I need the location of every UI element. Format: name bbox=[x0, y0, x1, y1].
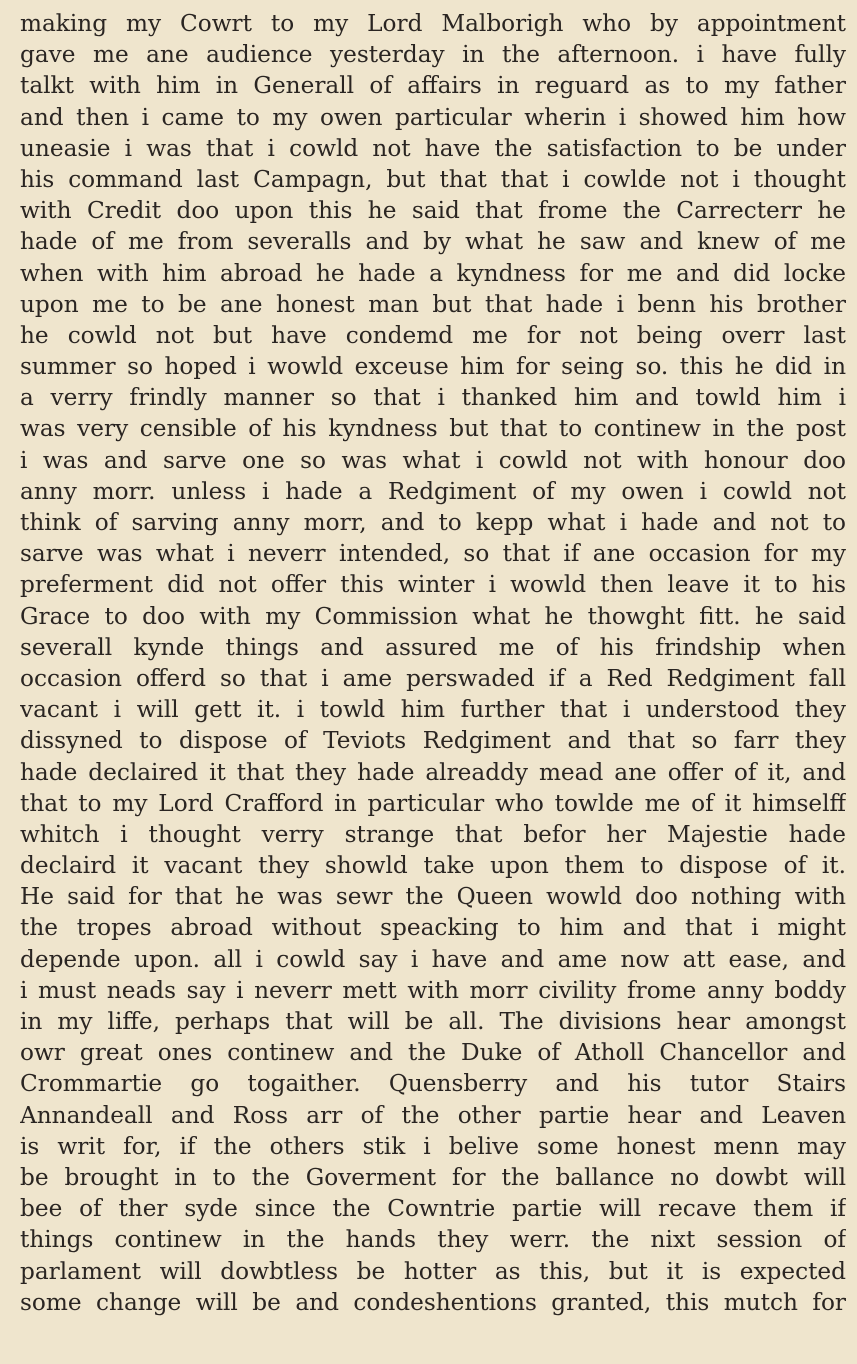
text-line-13: a verry frindly manner so that i thanked him and towld him i bbox=[20, 384, 846, 412]
text-line-7: with Credit doo upon this he said that frome the Carrecterr he bbox=[20, 197, 846, 225]
text-line-8: hade of me from severalls and by what he saw and knew of me bbox=[20, 228, 846, 256]
text-line-37: is writ for, if the others stik i belive some honest menn may bbox=[20, 1132, 846, 1160]
text-line-32: i must neads say i neverr mett with morr civility frome anny boddy bbox=[20, 976, 846, 1004]
text-line-21: severall kynde things and assured me of his frindship when bbox=[20, 633, 846, 661]
text-line-5: uneasie i was that i cowld not have the satisfaction to be under bbox=[20, 134, 846, 162]
letter-text bbox=[20, 8, 846, 1318]
text-line-6: his command last Campagn, but that that i cowlde not i thought bbox=[20, 165, 846, 193]
text-line-29: He said for that he was sewr the Queen wowld doo nothing with bbox=[20, 883, 846, 911]
text-line-42: some change will be and condeshentions granted, this mutch for bbox=[20, 1288, 846, 1316]
text-line-40: things continew in the hands they werr. the nixt session of bbox=[20, 1226, 846, 1254]
text-line-31: depende upon. all i cowld say i have and ame now att ease, and bbox=[20, 945, 846, 973]
text-line-24: dissyned to dispose of Teviots Redgiment and that so farr they bbox=[20, 727, 846, 755]
text-line-18: sarve was what i neverr intended, so that if ane occasion for my bbox=[20, 540, 846, 568]
text-line-30: the tropes abroad without speacking to him and that i might bbox=[20, 914, 846, 942]
text-line-33: in my liffe, perhaps that will be all. The divisions hear amongst bbox=[20, 1008, 846, 1035]
text-line-39: bee of ther syde since the Cowntrie partie will recave them if bbox=[20, 1195, 846, 1223]
text-line-14: was very censible of his kyndness but that to continew in the post bbox=[20, 415, 846, 443]
text-line-15: i was and sarve one so was what i cowld not with honour doo bbox=[20, 446, 846, 474]
text-line-36: Annandeall and Ross arr of the other partie hear and Leaven bbox=[20, 1101, 846, 1129]
text-line-4: and then i came to my owen particular wherin i showed him how bbox=[20, 103, 846, 131]
text-line-28: declaird it vacant they showld take upon them to dispose of it. bbox=[20, 852, 846, 880]
text-line-1: making my Cowrt to my Lord Malborigh who by appointment bbox=[20, 10, 846, 37]
text-line-38: be brought in to the Goverment for the ballance no dowbt will bbox=[20, 1163, 846, 1191]
text-line-11: he cowld not but have condemd me for not being overr last bbox=[20, 321, 846, 349]
text-line-25: hade declaired it that they hade alreaddy mead ane offer of it, and bbox=[20, 758, 846, 786]
text-line-22: occasion offerd so that i ame perswaded if a Red Redgiment fall bbox=[20, 664, 846, 692]
text-line-16: anny morr. unless i hade a Redgiment of my owen i cowld not bbox=[20, 477, 846, 505]
text-line-17: think of sarving anny morr, and to kepp what i hade and not to bbox=[20, 509, 846, 536]
text-line-3: talkt with him in Generall of affairs in reguard as to my father bbox=[20, 72, 846, 100]
text-line-23: vacant i will gett it. i towld him further that i understood they bbox=[20, 696, 846, 724]
text-line-20: Grace to doo with my Commission what he thowght fitt. he said bbox=[20, 602, 846, 630]
text-line-12: summer so hoped i wowld exceuse him for seing so. this he did in bbox=[20, 353, 846, 381]
text-line-34: owr great ones continew and the Duke of Atholl Chancellor and bbox=[20, 1039, 846, 1067]
text-line-27: whitch i thought verry strange that befor her Majestie hade bbox=[20, 820, 846, 848]
text-line-26: that to my Lord Crafford in particular who towlde me of it himselff bbox=[20, 789, 846, 817]
text-line-41: parlament will dowbtless be hotter as this, but it is expected bbox=[20, 1257, 846, 1285]
text-line-10: upon me to be ane honest man but that hade i benn his brother bbox=[20, 290, 846, 318]
text-line-19: preferment did not offer this winter i wowld then leave it to his bbox=[20, 571, 846, 599]
text-line-2: gave me ane audience yesterday in the afternoon. i have fully bbox=[20, 41, 846, 69]
text-line-9: when with him abroad he hade a kyndness for me and did locke bbox=[20, 259, 846, 287]
text-line-35: Crommartie go togaither. Quensberry and his tutor Stairs bbox=[20, 1070, 846, 1098]
